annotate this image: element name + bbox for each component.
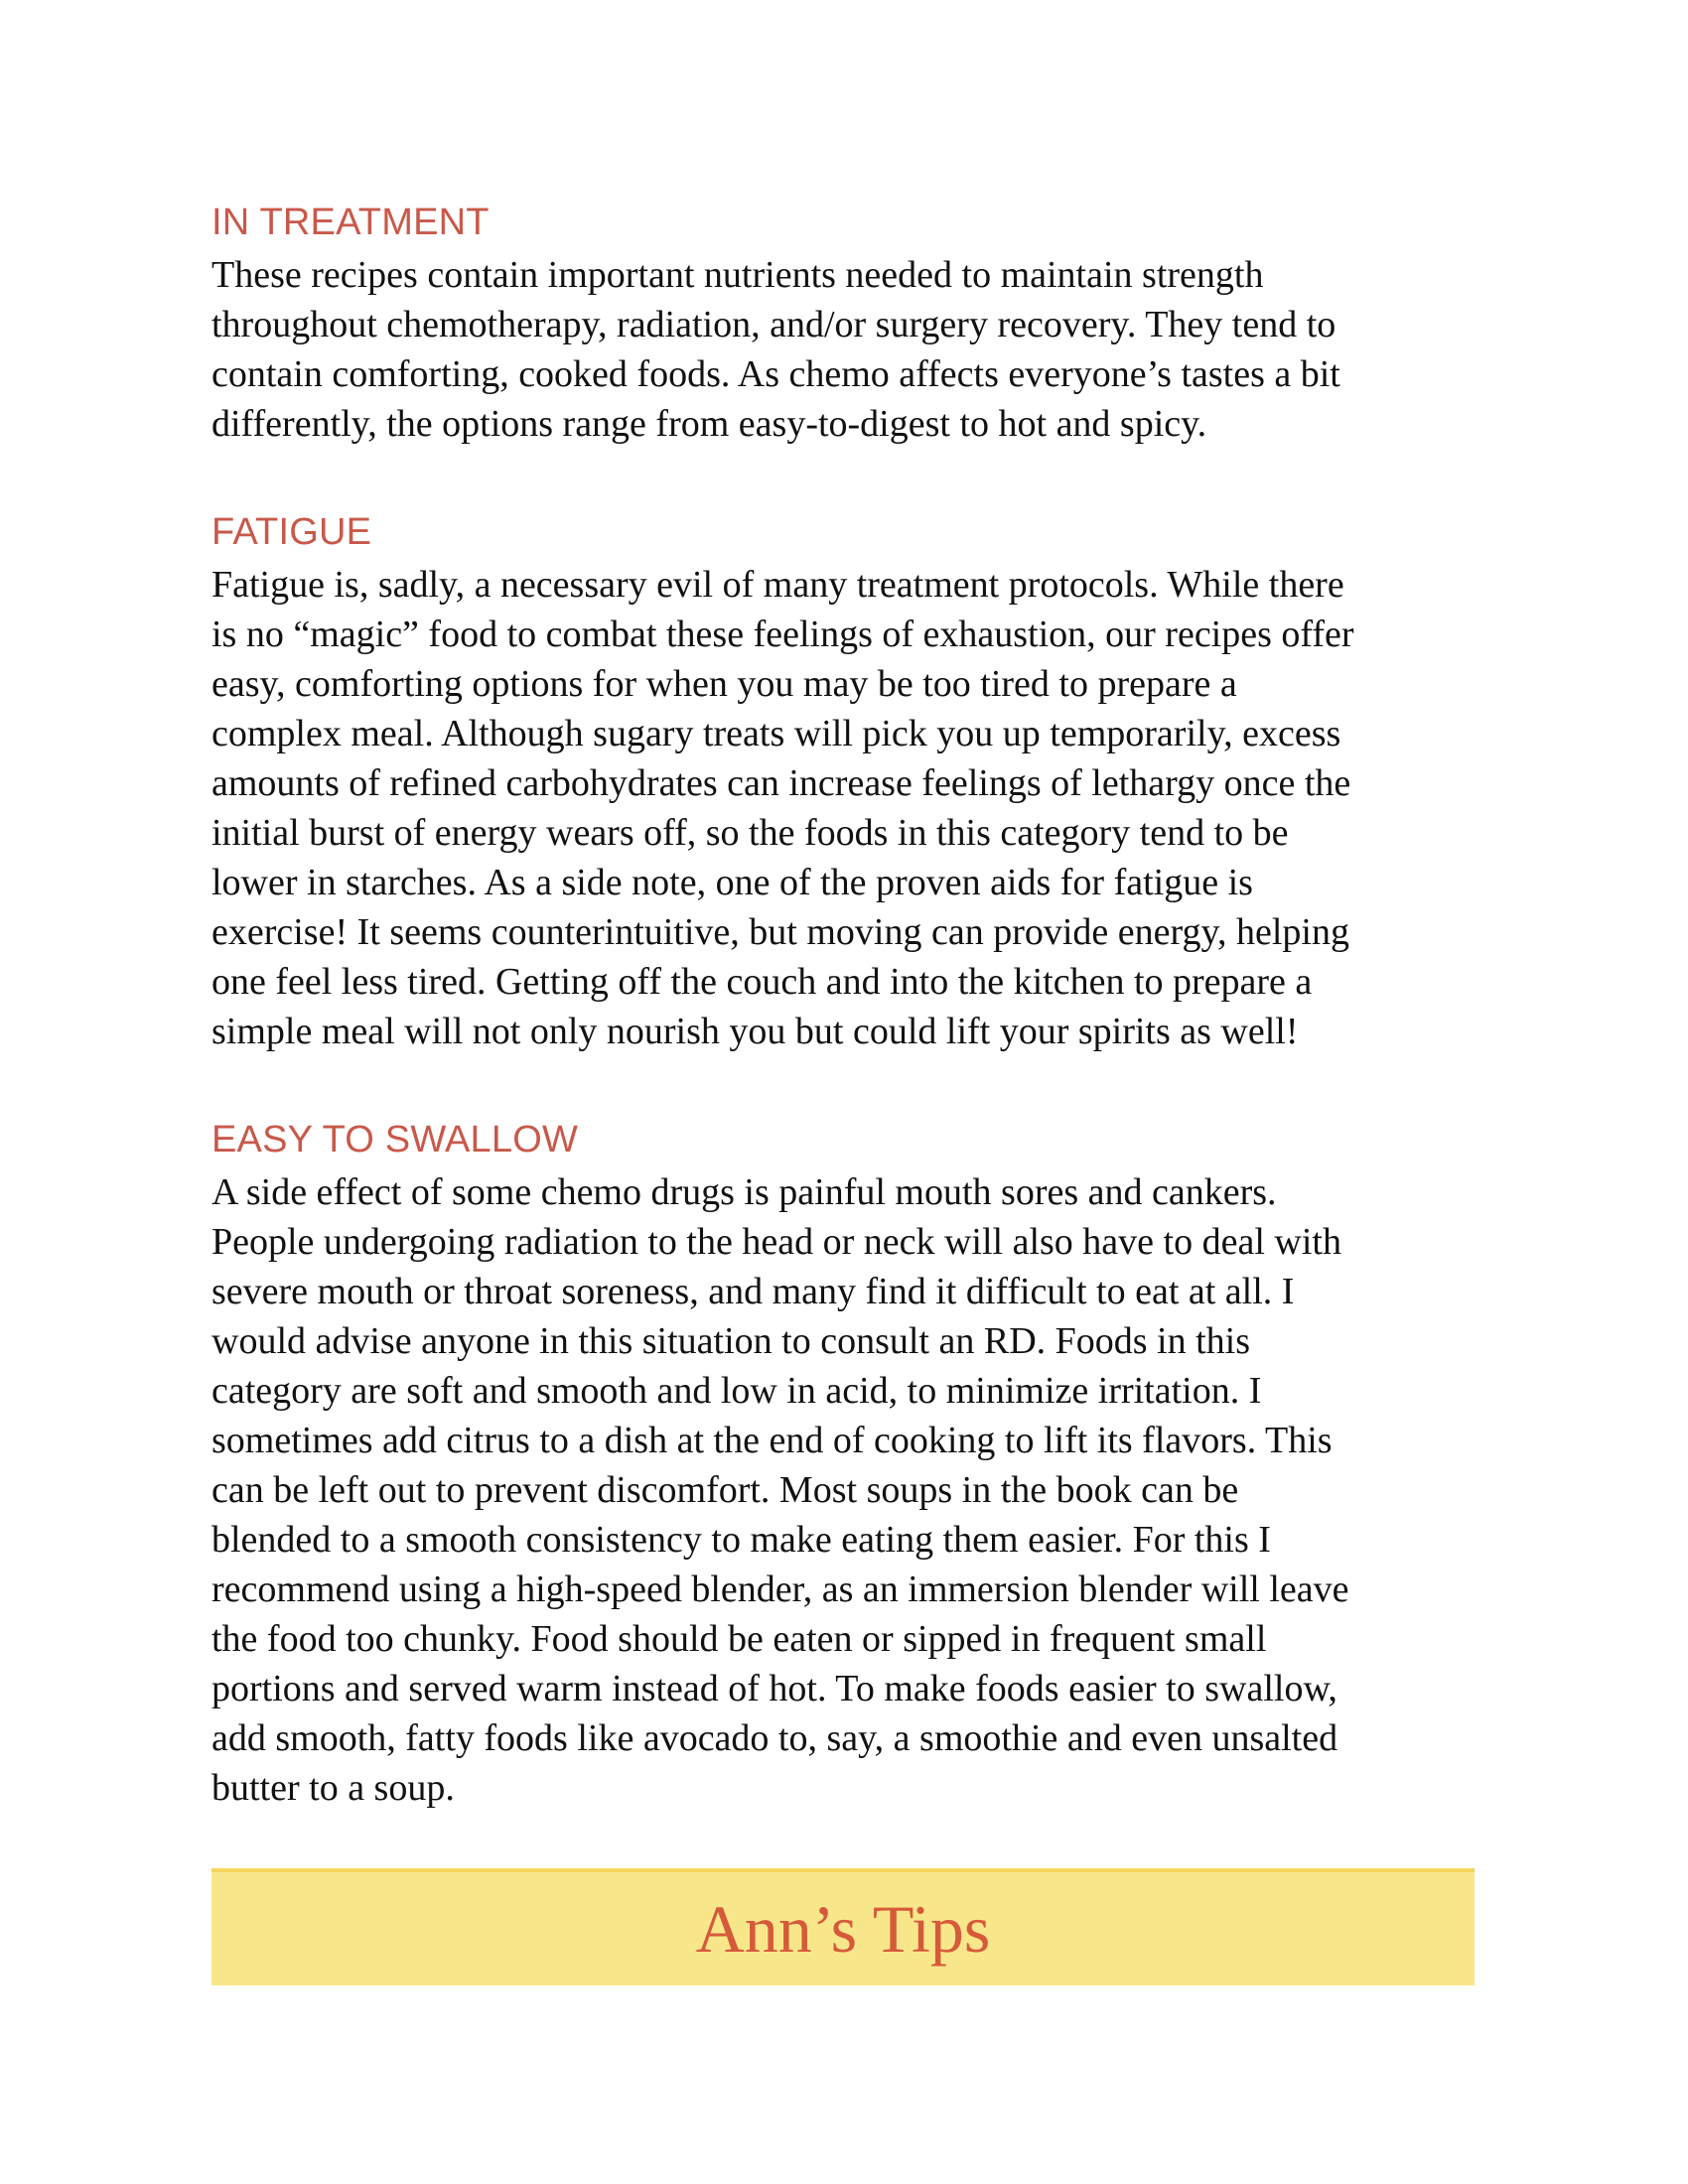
body-line: recommend using a high-speed blender, as an immersion blender will leave: [211, 1569, 1349, 1610]
body-line: simple meal will not only nourish you but could lift your spirits as well!: [211, 1011, 1299, 1052]
body-line: blended to a smooth consistency to make eating them easier. For this I: [211, 1519, 1271, 1561]
body-line: These recipes contain important nutrients needed to maintain strength: [211, 254, 1264, 296]
body-line: would advise anyone in this situation to consult an RD. Foods in this: [211, 1320, 1251, 1362]
section-easy-to-swallow: [211, 1116, 1477, 1813]
body-line: contain comforting, cooked foods. As chemo affects everyone’s tastes a bit: [211, 353, 1340, 395]
section-fatigue: [211, 508, 1477, 1056]
section-heading: FATIGUE: [211, 511, 372, 553]
body-line: is no “magic” food to combat these feelings of exhaustion, our recipes offer: [211, 614, 1354, 655]
section-body: [211, 560, 1477, 1056]
section-body: [211, 1167, 1477, 1813]
body-line: A side effect of some chemo drugs is painful mouth sores and cankers.: [211, 1171, 1277, 1213]
body-line: complex meal. Although sugary treats will pick you up temporarily, excess: [211, 713, 1341, 754]
body-line: can be left out to prevent discomfort. Most soups in the book can be: [211, 1469, 1239, 1511]
body-line: easy, comforting options for when you may be too tired to prepare a: [211, 663, 1237, 705]
tips-banner: [211, 1868, 1475, 1985]
body-line: one feel less tired. Getting off the couch and into the kitchen to prepare a: [211, 961, 1313, 1003]
body-line: People undergoing radiation to the head or neck will also have to deal with: [211, 1221, 1341, 1263]
body-line: throughout chemotherapy, radiation, and/or surgery recovery. They tend to: [211, 304, 1336, 345]
section-heading: EASY TO SWALLOW: [211, 1119, 579, 1160]
body-line: sometimes add citrus to a dish at the end of cooking to lift its flavors. This: [211, 1420, 1333, 1461]
body-line: Fatigue is, sadly, a necessary evil of many treatment protocols. While there: [211, 564, 1344, 606]
section-body: [211, 250, 1477, 449]
body-line: the food too chunky. Food should be eaten or sipped in frequent small: [211, 1618, 1267, 1660]
body-line: amounts of refined carbohydrates can increase feelings of lethargy once the: [211, 762, 1351, 804]
body-line: butter to a soup.: [211, 1767, 455, 1809]
body-line: differently, the options range from easy-to-digest to hot and spicy.: [211, 403, 1207, 445]
body-line: initial burst of energy wears off, so the foods in this category tend to be: [211, 812, 1289, 854]
body-line: severe mouth or throat soreness, and many find it difficult to eat at all. I: [211, 1271, 1295, 1312]
body-line: category are soft and smooth and low in acid, to minimize irritation. I: [211, 1370, 1262, 1412]
body-line: exercise! It seems counterintuitive, but moving can provide energy, helping: [211, 911, 1349, 953]
body-line: add smooth, fatty foods like avocado to, say, a smoothie and even unsalted: [211, 1717, 1338, 1759]
section-in-treatment: [211, 199, 1477, 449]
body-line: portions and served warm instead of hot. To make foods easier to swallow,: [211, 1668, 1337, 1709]
page-content: [211, 199, 1477, 1872]
body-line: lower in starches. As a side note, one of the proven aids for fatigue is: [211, 862, 1253, 903]
section-heading: IN TREATMENT: [211, 202, 490, 243]
tips-banner-title: Ann’s Tips: [695, 1891, 991, 1967]
